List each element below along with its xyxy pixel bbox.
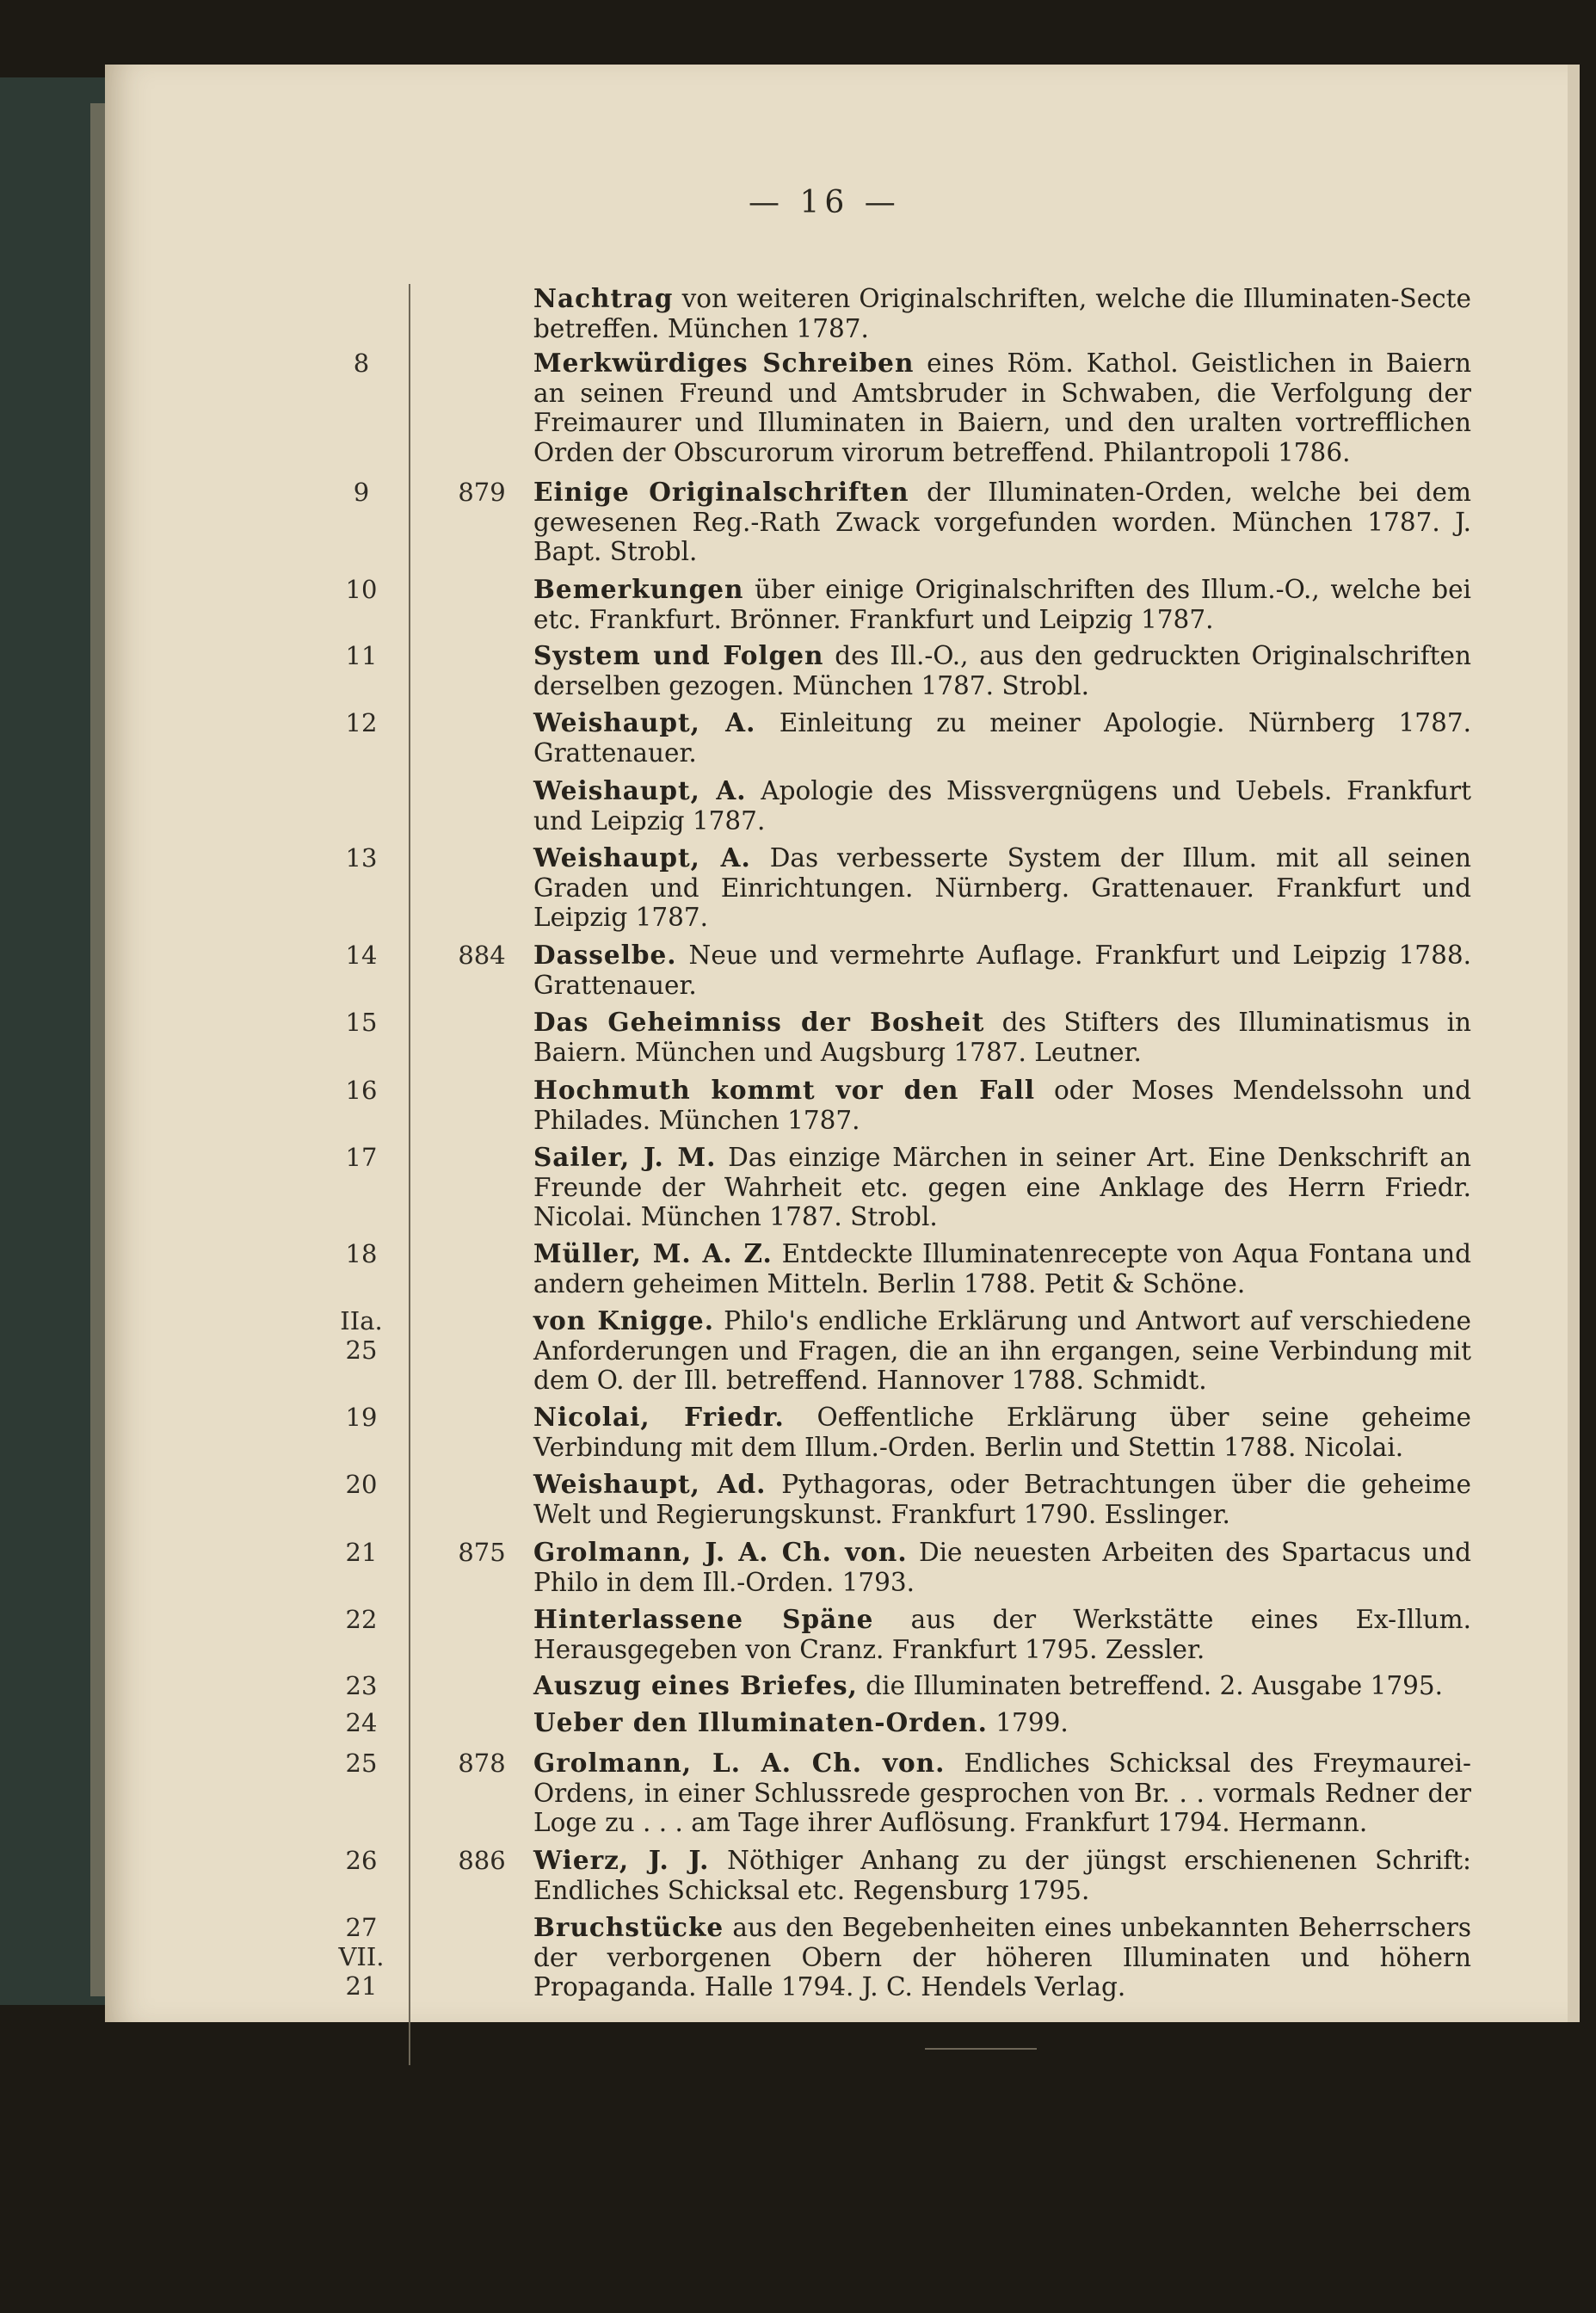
entry-text [533, 1470, 1471, 1529]
entry-code: 875 [458, 1538, 506, 1567]
entry-number: 25 [345, 1749, 378, 1778]
entry-text [533, 1143, 1471, 1232]
entry-code: 886 [458, 1846, 506, 1875]
entry-text [533, 1306, 1471, 1396]
entry-lead: Hochmuth kommt vor den Fall [533, 1075, 1036, 1105]
entry-body: Entdeckte Illuminatenrecepte von Aqua Fontana und andern geheimen Mitteln. Berlin 1788. Petit & Schöne. [533, 1239, 1472, 1298]
entry-text [533, 708, 1471, 768]
entry-text [533, 1749, 1471, 1838]
entry-lead: Weishaupt, A. [533, 707, 756, 737]
entry-lead: Bemerkungen [533, 574, 744, 604]
entry-body: eines Röm. Kathol. Geistlichen in Baiern an seinen Freund und Amtsbruder in Schwaben, die Verfolgung der Freimaurer und Illuminaten in Baiern, und den uralten vortrefflichen Orden der Obscurorum virorum betreffend. Philantropoli 1786. [533, 348, 1471, 467]
entry-text [533, 1708, 1471, 1738]
entry-text [533, 1913, 1471, 2002]
entry-lead: Wierz, J. J. [533, 1845, 710, 1875]
entry-lead: Weishaupt, A. [533, 842, 751, 873]
entry-text [533, 641, 1471, 700]
entry-lead: Weishaupt, Ad. [533, 1469, 767, 1499]
entry-lead: Nachtrag [533, 283, 674, 313]
entry-text [533, 478, 1471, 567]
entry-lead: Ueber den Illuminaten-Orden. [533, 1707, 988, 1737]
entry-code: 879 [458, 478, 506, 507]
entry-number: 27 VII. 21 [338, 1913, 385, 2001]
entry-number: 24 [345, 1708, 378, 1737]
entry-number: 22 [345, 1605, 378, 1634]
entry-number: 18 [345, 1239, 378, 1268]
entry-text [533, 575, 1471, 634]
entry-text [533, 1538, 1471, 1597]
entry-body: Das einzige Märchen in seiner Art. Eine Denkschrift an Freunde der Wahrheit etc. gegen eine Anklage des Herrn Friedr. Nicolai. München 1787. Strobl. [533, 1143, 1471, 1231]
entry-body: von weiteren Originalschriften, welche die Illuminaten-Secte betreffen. München 1787. [533, 284, 1471, 343]
entry-body: Oeffentliche Erklärung über seine geheime Verbindung mit dem Illum.-Orden. Berlin und Stettin 1788. Nicolai. [533, 1403, 1472, 1462]
entry-code: 878 [458, 1749, 506, 1778]
entry-lead: Hinterlassene Späne [533, 1604, 874, 1634]
entry-lead: Grolmann, L. A. Ch. von. [533, 1748, 946, 1778]
entry-lead: Grolmann, J. A. Ch. von. [533, 1537, 908, 1567]
entry-body: Neue und vermehrte Auflage. Frankfurt und Leipzig 1788. Grattenauer. [533, 941, 1471, 1000]
entry-lead: Merkwürdiges Schreiben [533, 348, 915, 378]
entry-body: aus den Begebenheiten eines unbekannten Beherrschers der verborgenen Obern der höheren Illuminaten und höhern Propaganda. Halle 1794. J. C. Hendels Verlag. [533, 1913, 1471, 2002]
entry-number: 23 [345, 1671, 378, 1700]
entry-text [533, 1076, 1471, 1135]
entry-lead: Sailer, J. M. [533, 1142, 717, 1172]
entry-code: 884 [458, 941, 506, 970]
entry-body: des Stifters des Illuminatismus in Baiern. München und Augsburg 1787. Leutner. [533, 1008, 1472, 1067]
entry-number: 13 [345, 843, 378, 873]
entry-body: oder Moses Mendelssohn und Philades. München 1787. [533, 1076, 1472, 1135]
entry-number: 26 [345, 1846, 378, 1875]
entry-lead: Einige Originalschriften [533, 477, 909, 507]
entry-lead: Nicolai, Friedr. [533, 1402, 785, 1432]
entry-number: IIa. 25 [340, 1306, 383, 1365]
entry-body: Die neuesten Arbeiten des Spartacus und Philo in dem Ill.-Orden. 1793. [533, 1538, 1472, 1597]
entry-text [533, 843, 1471, 933]
entry-body: Apologie des Missvergnügens und Uebels. Frankfurt und Leipzig 1787. [533, 776, 1471, 836]
entry-number: 9 [353, 478, 370, 507]
entry-lead: Dasselbe. [533, 940, 677, 970]
entry-body: über einige Originalschriften des Illum.-O., welche bei etc. Frankfurt. Brönner. Frankfurt und Leipzig 1787. [533, 575, 1471, 634]
entry-body: Endliches Schicksal des Freymaurei-Ordens, in einer Schlussrede gesprochen von Br. . . vormals Redner der Loge zu . . . am Tage ihrer Auflösung. Frankfurt 1794. Hermann. [533, 1749, 1471, 1837]
entry-lead: Weishaupt, A. [533, 775, 747, 805]
entry-body: Pythagoras, oder Betrachtungen über die geheime Welt und Regierungskunst. Frankfurt 1790. Esslinger. [533, 1470, 1471, 1529]
entry-number: 10 [345, 575, 378, 604]
entry-body: des Ill.-O., aus den gedruckten Originalschriften derselben gezogen. München 1787. Strobl. [533, 641, 1471, 700]
entry-number: 17 [345, 1143, 378, 1172]
entry-text [533, 1403, 1471, 1462]
entry-text [533, 1239, 1471, 1298]
entry-lead: Bruchstücke [533, 1912, 724, 1942]
entry-text [533, 1605, 1471, 1664]
entry-body: die Illuminaten betreffend. 2. Ausgabe 1795. [857, 1671, 1444, 1700]
entry-lead: System und Folgen [533, 640, 824, 670]
entry-text [533, 284, 1471, 343]
entry-body: 1799. [987, 1708, 1069, 1737]
entry-lead: von Knigge. [533, 1305, 714, 1335]
entry-number: 19 [345, 1403, 378, 1432]
entry-lead: Auszug eines Briefes, [533, 1670, 858, 1700]
entry-number: 8 [353, 348, 370, 378]
entry-number: 20 [345, 1470, 378, 1499]
entry-text [533, 1846, 1471, 1905]
entry-text [533, 348, 1471, 467]
entry-text [533, 776, 1471, 836]
entry-number: 14 [345, 941, 378, 970]
entry-number: 12 [345, 708, 378, 737]
entry-body: Einleitung zu meiner Apologie. Nürnberg 1787. Grattenauer. [533, 708, 1471, 768]
entry-number: 16 [345, 1076, 378, 1105]
entry-body: Nöthiger Anhang zu der jüngst erschienenen Schrift: Endliches Schicksal etc. Regensburg 1795. [533, 1846, 1471, 1905]
entry-text [533, 1008, 1471, 1067]
entry-body: der Illuminaten-Orden, welche bei dem gewesenen Reg.-Rath Zwack vorgefunden worden. München 1787. J. Bapt. Strobl. [533, 478, 1471, 566]
margin-rule [409, 284, 410, 2065]
entry-number: 15 [345, 1008, 378, 1037]
entry-body: Das verbesserte System der Illum. mit all seinen Graden und Einrichtungen. Nürnberg. Grattenauer. Frankfurt und Leipzig 1787. [533, 843, 1471, 932]
entry-number: 11 [345, 641, 378, 670]
entry-body: Philo's endliche Erklärung und Antwort auf verschiedene Anforderungen und Fragen, die an ihn ergangen, seine Verbindung mit dem O. der Ill. betreffend. Hannover 1788. Schmidt. [533, 1306, 1472, 1395]
entry-text [533, 941, 1471, 1000]
entry-number: 21 [345, 1538, 378, 1567]
entry-lead: Das Geheimniss der Bosheit [533, 1007, 985, 1037]
entry-text [533, 1671, 1471, 1701]
page-number: — 16 — [749, 185, 901, 220]
entry-body: aus der Werkstätte eines Ex-Illum. Herausgegeben von Cranz. Frankfurt 1795. Zessler. [533, 1605, 1471, 1664]
entry-lead: Müller, M. A. Z. [533, 1238, 773, 1268]
footer-rule [925, 2048, 1037, 2050]
